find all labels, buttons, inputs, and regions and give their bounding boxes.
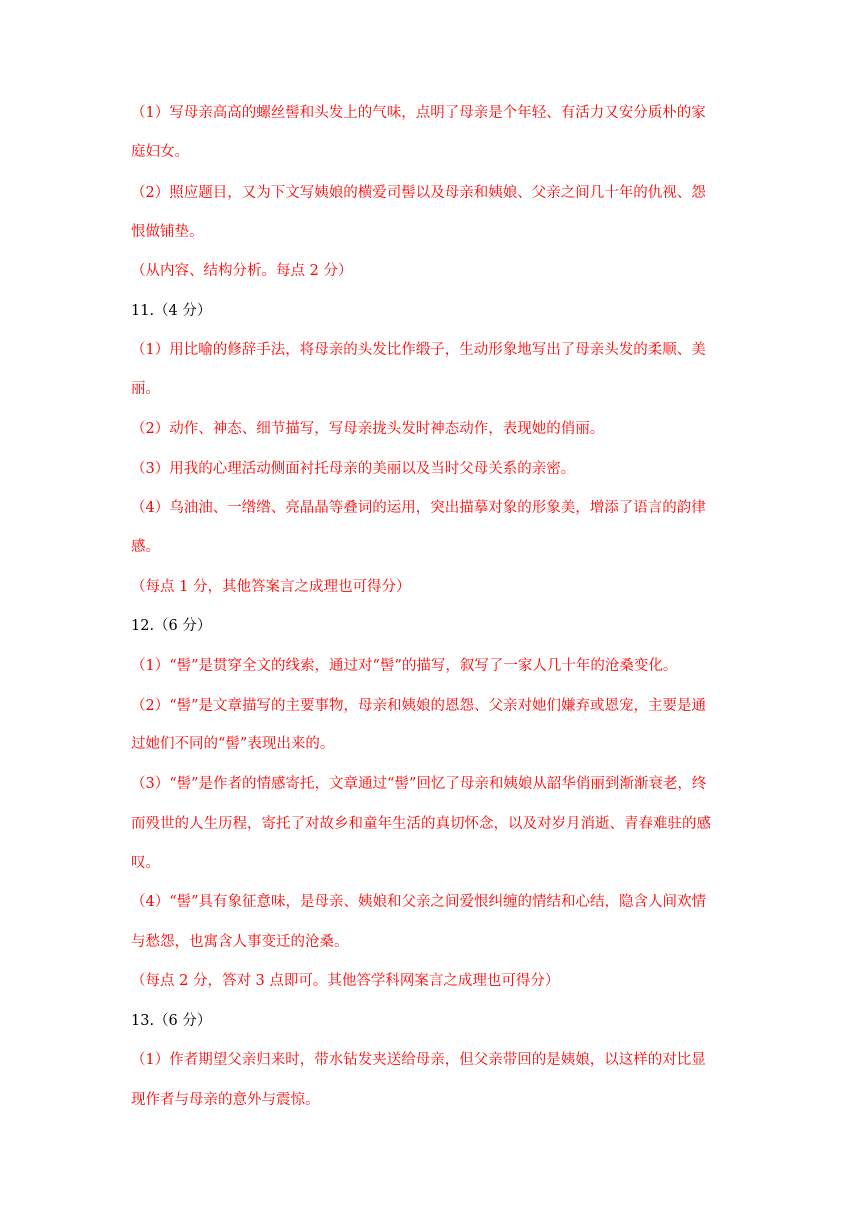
answer-line: （4）乌油油、一绺绺、亮晶晶等叠词的运用，突出描摹对象的形象美，增添了语言的韵律	[131, 500, 706, 516]
answer-line: （2）“髻”是文章描写的主要事物，母亲和姨娘的恩怨、父亲对她们嫌弃或恩宠，主要是通	[131, 698, 707, 714]
question-heading: 12.（6 分）	[131, 618, 212, 634]
answer-line: （3）用我的心理活动侧面衬托母亲的美丽以及当时父母关系的亲密。	[131, 461, 576, 477]
answer-line: 过她们不同的“髻”表现出来的。	[131, 736, 335, 752]
answer-line: 庭妇女。	[131, 144, 189, 160]
answer-line: （3）“髻”是作者的情感寄托，文章通过“髻”回忆了母亲和姨娘从韶华俏丽到渐渐衰老，终	[131, 776, 707, 792]
scoring-note: （从内容、结构分析。每点 2 分）	[131, 263, 353, 279]
answer-line: 丽。	[131, 381, 160, 397]
answer-line: （1）作者期望父亲归来时，带水钻发夹送给母亲，但父亲带回的是姨娘，以这样的对比显	[131, 1052, 706, 1068]
answer-line: 与愁怨，也寓含人事变迁的沧桑。	[131, 934, 349, 950]
answer-line: 恨做铺垫。	[131, 224, 204, 240]
answer-line: 感。	[131, 539, 160, 555]
answer-line: （4）“髻”具有象征意味，是母亲、姨娘和父亲之间爱恨纠缠的情结和心结，隐含人间欢情	[131, 894, 707, 910]
scoring-note: （每点 2 分，答对 3 点即可。其他答学科网案言之成理也可得分）	[131, 973, 560, 989]
answer-line: 现作者与母亲的意外与震惊。	[131, 1092, 320, 1108]
question-heading: 11.（4 分）	[131, 303, 212, 319]
scoring-note: （每点 1 分，其他答案言之成理也可得分）	[131, 579, 411, 595]
answer-line: （1）“髻”是贯穿全文的线索，通过对“髻”的描写，叙写了一家人几十年的沧桑变化。	[131, 658, 678, 674]
answer-line: 而殁世的人生历程，寄托了对故乡和童年生活的真切怀念，以及对岁月消逝、青春难驻的感	[131, 816, 711, 832]
answer-line: （2）动作、神态、细节描写，写母亲拢头发时神态动作，表现她的俏丽。	[131, 421, 605, 437]
answer-line: （2）照应题目，又为下文写姨娘的横爱司髻以及母亲和姨娘、父亲之间几十年的仇视、怨	[131, 185, 706, 201]
answer-line: 叹。	[131, 855, 160, 871]
answer-line: （1）写母亲高高的螺丝髻和头发上的气味，点明了母亲是个年轻、有活力又安分质朴的家	[131, 105, 706, 121]
answer-line: （1）用比喻的修辞手法，将母亲的头发比作缎子，生动形象地写出了母亲头发的柔顺、美	[131, 342, 706, 358]
question-heading: 13.（6 分）	[131, 1013, 212, 1029]
